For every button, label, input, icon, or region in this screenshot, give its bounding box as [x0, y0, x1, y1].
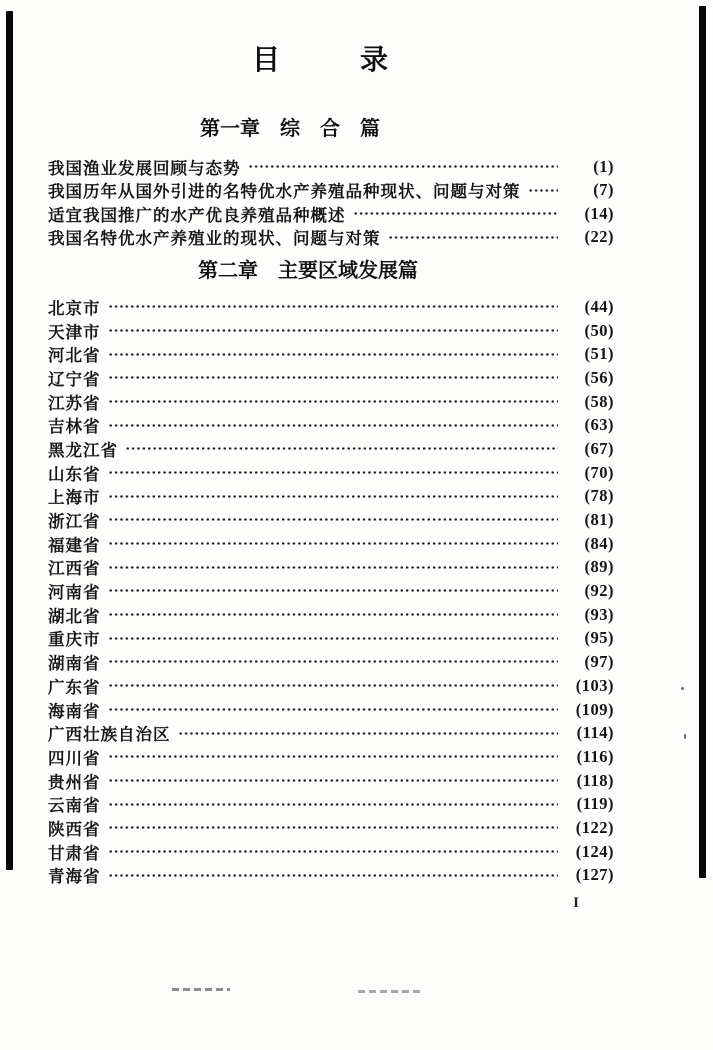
toc-entry — [48, 627, 614, 651]
toc-entry-label: 云南省 — [48, 797, 101, 816]
toc-entry-label: 福建省 — [48, 536, 101, 555]
toc-entry-page-number: (95) — [584, 628, 614, 648]
dot-leader — [108, 556, 559, 580]
scan-speck — [681, 687, 684, 690]
scan-speck — [684, 734, 686, 739]
dot-leader — [108, 745, 559, 769]
toc-entry-label: 上海市 — [48, 489, 101, 508]
toc-entry-label: 甘肃省 — [48, 844, 101, 863]
toc-entry — [48, 816, 614, 840]
toc-entry-page-number: (103) — [575, 675, 614, 695]
toc-entry-label: 广西壮族自治区 — [48, 726, 171, 745]
dot-leader — [108, 674, 559, 698]
dot-leader — [108, 698, 559, 722]
chapter-1-heading: 第一章 综 合 篇 — [200, 118, 380, 140]
scan-smudge — [358, 990, 420, 993]
dot-leader — [125, 437, 558, 461]
toc-entry — [48, 603, 614, 627]
toc-entry-label: 海南省 — [48, 702, 101, 721]
toc-entry-page-number: (70) — [584, 462, 614, 482]
dot-leader — [108, 603, 559, 627]
toc-entry-label: 广东省 — [48, 678, 101, 697]
toc-entry — [48, 342, 614, 366]
toc-entry-page-number: (78) — [584, 486, 614, 506]
toc-entry — [48, 579, 614, 603]
dot-leader — [108, 627, 559, 651]
toc-entry — [48, 202, 614, 226]
folio-page-number: I — [573, 895, 579, 911]
chapter-1-entry-list — [48, 155, 614, 249]
chapter-2-entry-list — [48, 295, 614, 887]
toc-entry-label: 陕西省 — [48, 820, 101, 839]
toc-entry — [48, 698, 614, 722]
dot-leader — [108, 579, 559, 603]
toc-entry-page-number: (109) — [575, 699, 614, 719]
toc-entry — [48, 413, 614, 437]
toc-entry-page-number: (124) — [575, 841, 614, 861]
dot-leader — [178, 721, 559, 745]
toc-entry-page-number: (97) — [584, 652, 614, 672]
toc-entry-page-number: (81) — [584, 510, 614, 530]
toc-entry-page-number: (122) — [575, 817, 614, 837]
toc-entry-label: 重庆市 — [48, 631, 101, 650]
toc-entry — [48, 769, 614, 793]
toc-entry — [48, 319, 614, 343]
toc-entry — [48, 840, 614, 864]
toc-entry — [48, 508, 614, 532]
dot-leader — [528, 179, 559, 203]
toc-entry — [48, 295, 614, 319]
toc-entry — [48, 390, 614, 414]
dot-leader — [108, 508, 559, 532]
toc-entry-page-number: (7) — [593, 180, 614, 200]
toc-entry-page-number: (58) — [584, 391, 614, 411]
dot-leader — [108, 864, 559, 888]
dot-leader — [108, 792, 559, 816]
toc-entry-label: 天津市 — [48, 323, 101, 342]
toc-entry — [48, 792, 614, 816]
toc-entry — [48, 366, 614, 390]
dot-leader — [108, 342, 559, 366]
toc-entry-label: 适宜我国推广的水产优良养殖品种概述 — [48, 206, 346, 225]
toc-entry-label: 我国名特优水产养殖业的现状、问题与对策 — [48, 230, 381, 249]
toc-entry — [48, 485, 614, 509]
toc-entry-page-number: (118) — [576, 770, 614, 790]
dot-leader — [108, 485, 559, 509]
dot-leader — [108, 532, 559, 556]
toc-entry — [48, 461, 614, 485]
toc-entry-page-number: (84) — [584, 533, 614, 553]
toc-entry-label: 黑龙江省 — [48, 441, 118, 460]
scan-edge-bar-left — [6, 11, 13, 870]
toc-entry-label: 四川省 — [48, 749, 101, 768]
dot-leader — [108, 840, 559, 864]
toc-entry-label: 山东省 — [48, 465, 101, 484]
toc-entry-page-number: (114) — [576, 723, 614, 743]
toc-entry — [48, 745, 614, 769]
dot-leader — [108, 816, 559, 840]
dot-leader — [353, 202, 559, 226]
toc-entry — [48, 556, 614, 580]
dot-leader — [108, 413, 559, 437]
toc-entry-label: 河北省 — [48, 347, 101, 366]
dot-leader — [388, 226, 559, 250]
dot-leader — [108, 390, 559, 414]
toc-entry-page-number: (14) — [584, 203, 614, 223]
dot-leader — [108, 295, 559, 319]
toc-entry-page-number: (51) — [584, 344, 614, 364]
dot-leader — [108, 650, 559, 674]
toc-entry-page-number: (56) — [584, 367, 614, 387]
toc-entry-label: 我国历年从国外引进的名特优水产养殖品种现状、问题与对策 — [48, 183, 521, 202]
toc-entry-label: 贵州省 — [48, 773, 101, 792]
toc-entry-page-number: (63) — [584, 415, 614, 435]
toc-entry-page-number: (127) — [575, 865, 614, 885]
toc-entry-label: 青海省 — [48, 868, 101, 887]
toc-entry-page-number: (89) — [584, 557, 614, 577]
toc-entry-page-number: (93) — [584, 604, 614, 624]
dot-leader — [108, 769, 559, 793]
page-title: 目 录 — [251, 44, 396, 75]
toc-entry — [48, 226, 614, 250]
toc-entry — [48, 155, 614, 179]
toc-entry — [48, 532, 614, 556]
toc-entry-label: 河南省 — [48, 584, 101, 603]
scan-edge-bar-right — [699, 6, 706, 878]
scan-smudge — [172, 988, 230, 991]
toc-entry-label: 吉林省 — [48, 418, 101, 437]
toc-entry-page-number: (22) — [584, 227, 614, 247]
toc-entry-page-number: (67) — [584, 438, 614, 458]
toc-entry-page-number: (119) — [576, 794, 614, 814]
toc-entry — [48, 864, 614, 888]
toc-entry-page-number: (44) — [584, 296, 614, 316]
toc-entry-page-number: (50) — [584, 320, 614, 340]
dot-leader — [108, 319, 559, 343]
dot-leader — [108, 366, 559, 390]
toc-entry-label: 浙江省 — [48, 513, 101, 532]
toc-entry-label: 江苏省 — [48, 394, 101, 413]
toc-entry-page-number: (116) — [576, 746, 614, 766]
toc-entry — [48, 650, 614, 674]
toc-entry — [48, 721, 614, 745]
toc-entry — [48, 437, 614, 461]
toc-entry-label: 辽宁省 — [48, 370, 101, 389]
chapter-2-heading: 第二章 主要区域发展篇 — [198, 260, 418, 282]
dot-leader — [248, 155, 559, 179]
toc-entry — [48, 179, 614, 203]
dot-leader — [108, 461, 559, 485]
toc-entry-page-number: (92) — [584, 581, 614, 601]
toc-entry-page-number: (1) — [593, 156, 614, 176]
toc-entry — [48, 674, 614, 698]
toc-entry-label: 湖南省 — [48, 655, 101, 674]
toc-entry-label: 湖北省 — [48, 607, 101, 626]
toc-entry-label: 我国渔业发展回顾与态势 — [48, 159, 241, 178]
toc-entry-label: 江西省 — [48, 560, 101, 579]
toc-entry-label: 北京市 — [48, 299, 101, 318]
